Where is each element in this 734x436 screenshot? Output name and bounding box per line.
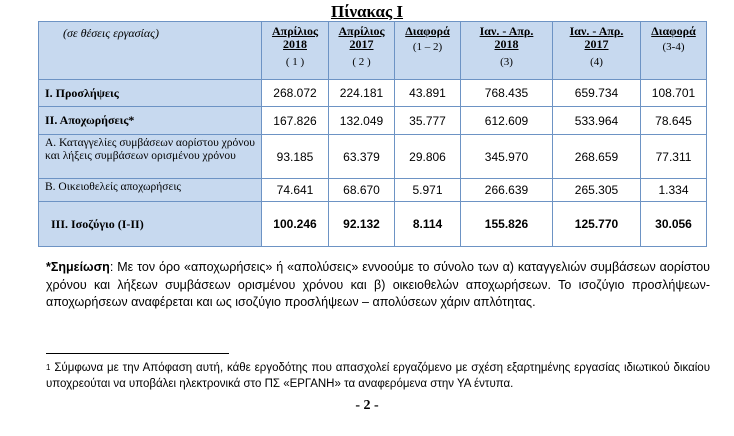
cell-value: 155.826 [461, 202, 553, 247]
table-row [39, 80, 707, 107]
note-label: *Σημείωση [46, 260, 110, 274]
cell-value: 108.701 [641, 80, 707, 107]
cell-value: 30.056 [641, 202, 707, 247]
cell-value: 132.049 [329, 107, 395, 135]
column-header: Απρίλιος 2017 ( 2 ) [329, 22, 395, 80]
column-header: Διαφορά (1 – 2) [395, 22, 461, 80]
cell-value: 78.645 [641, 107, 707, 135]
table-title: Πίνακας Ι [330, 2, 404, 21]
cell-value: 93.185 [262, 135, 329, 179]
table-row-total [39, 202, 707, 247]
cell-value: 77.311 [641, 135, 707, 179]
cell-value: 224.181 [329, 80, 395, 107]
footnote-text: Σύμφωνα με την Απόφαση αυτή, κάθε εργοδότης που απασχολεί εργαζόμενο με σχέση εξαρτημένης εργασίας ιδιωτικού δικαίου υποχρεούται να υποβάλει ηλεκτρονικά στο ΠΣ «ΕΡΓΑΝΗ» τα αναφερόμενα στην ΥΑ έντυπα. [46, 362, 710, 390]
row-label: Ι. Προσλήψεις [39, 80, 262, 107]
cell-value: 92.132 [329, 202, 395, 247]
footnote-divider [46, 353, 229, 354]
cell-value: 268.659 [553, 135, 641, 179]
cell-value: 768.435 [461, 80, 553, 107]
table-row [39, 179, 707, 202]
column-header: Απρίλιος 2018 ( 1 ) [262, 22, 329, 80]
cell-value: 35.777 [395, 107, 461, 135]
cell-value: 612.609 [461, 107, 553, 135]
table-row [39, 135, 707, 179]
cell-value: 345.970 [461, 135, 553, 179]
cell-value: 8.114 [395, 202, 461, 247]
cell-value: 125.770 [553, 202, 641, 247]
footnote [46, 360, 710, 392]
employment-table [38, 21, 707, 247]
cell-value: 43.891 [395, 80, 461, 107]
cell-value: 68.670 [329, 179, 395, 202]
column-header: Διαφορά (3-4) [641, 22, 707, 80]
column-header: Ιαν. - Απρ. 2017 (4) [553, 22, 641, 80]
row-label: ΙΙ. Αποχωρήσεις* [39, 107, 262, 135]
cell-value: 266.639 [461, 179, 553, 202]
units-note: (σε θέσεις εργασίας) [39, 22, 262, 80]
column-header: Ιαν. - Απρ. 2018 (3) [461, 22, 553, 80]
cell-value: 167.826 [262, 107, 329, 135]
cell-value: 5.971 [395, 179, 461, 202]
cell-value: 100.246 [262, 202, 329, 247]
cell-value: 268.072 [262, 80, 329, 107]
page-number: - 2 - [355, 398, 379, 413]
footnote-marker: 1 [46, 363, 51, 372]
cell-value: 1.334 [641, 179, 707, 202]
note-paragraph [46, 259, 710, 312]
cell-value: 29.806 [395, 135, 461, 179]
row-label: Β. Οικειοθελείς αποχωρήσεις [39, 179, 262, 202]
cell-value: 265.305 [553, 179, 641, 202]
cell-value: 533.964 [553, 107, 641, 135]
table-row [39, 107, 707, 135]
note-text: : Με τον όρο «αποχωρήσεις» ή «απολύσεις» εννοούμε το σύνολο των α) καταγγελιών συμβάσεων αορίστου χρόνου και λήξεων συμβάσεων ορισμένου χρόνου και β) οικειοθελών αποχωρήσεων. Το ισοζύγιο προσλήψεων-αποχωρήσεων αναφέρεται και ως ισοζύγιο προσλήψεων – απολύσεων χάριν απλότητας. [46, 260, 710, 309]
row-label: Α. Καταγγελίες συμβάσεων αορίστου χρόνου και λήξεις συμβάσεων ορισμένου χρόνου [39, 135, 262, 179]
table-header-row [39, 22, 707, 80]
cell-value: 74.641 [262, 179, 329, 202]
cell-value: 63.379 [329, 135, 395, 179]
cell-value: 659.734 [553, 80, 641, 107]
row-label: ΙΙΙ. Ισοζύγιο (Ι-ΙΙ) [39, 202, 262, 247]
